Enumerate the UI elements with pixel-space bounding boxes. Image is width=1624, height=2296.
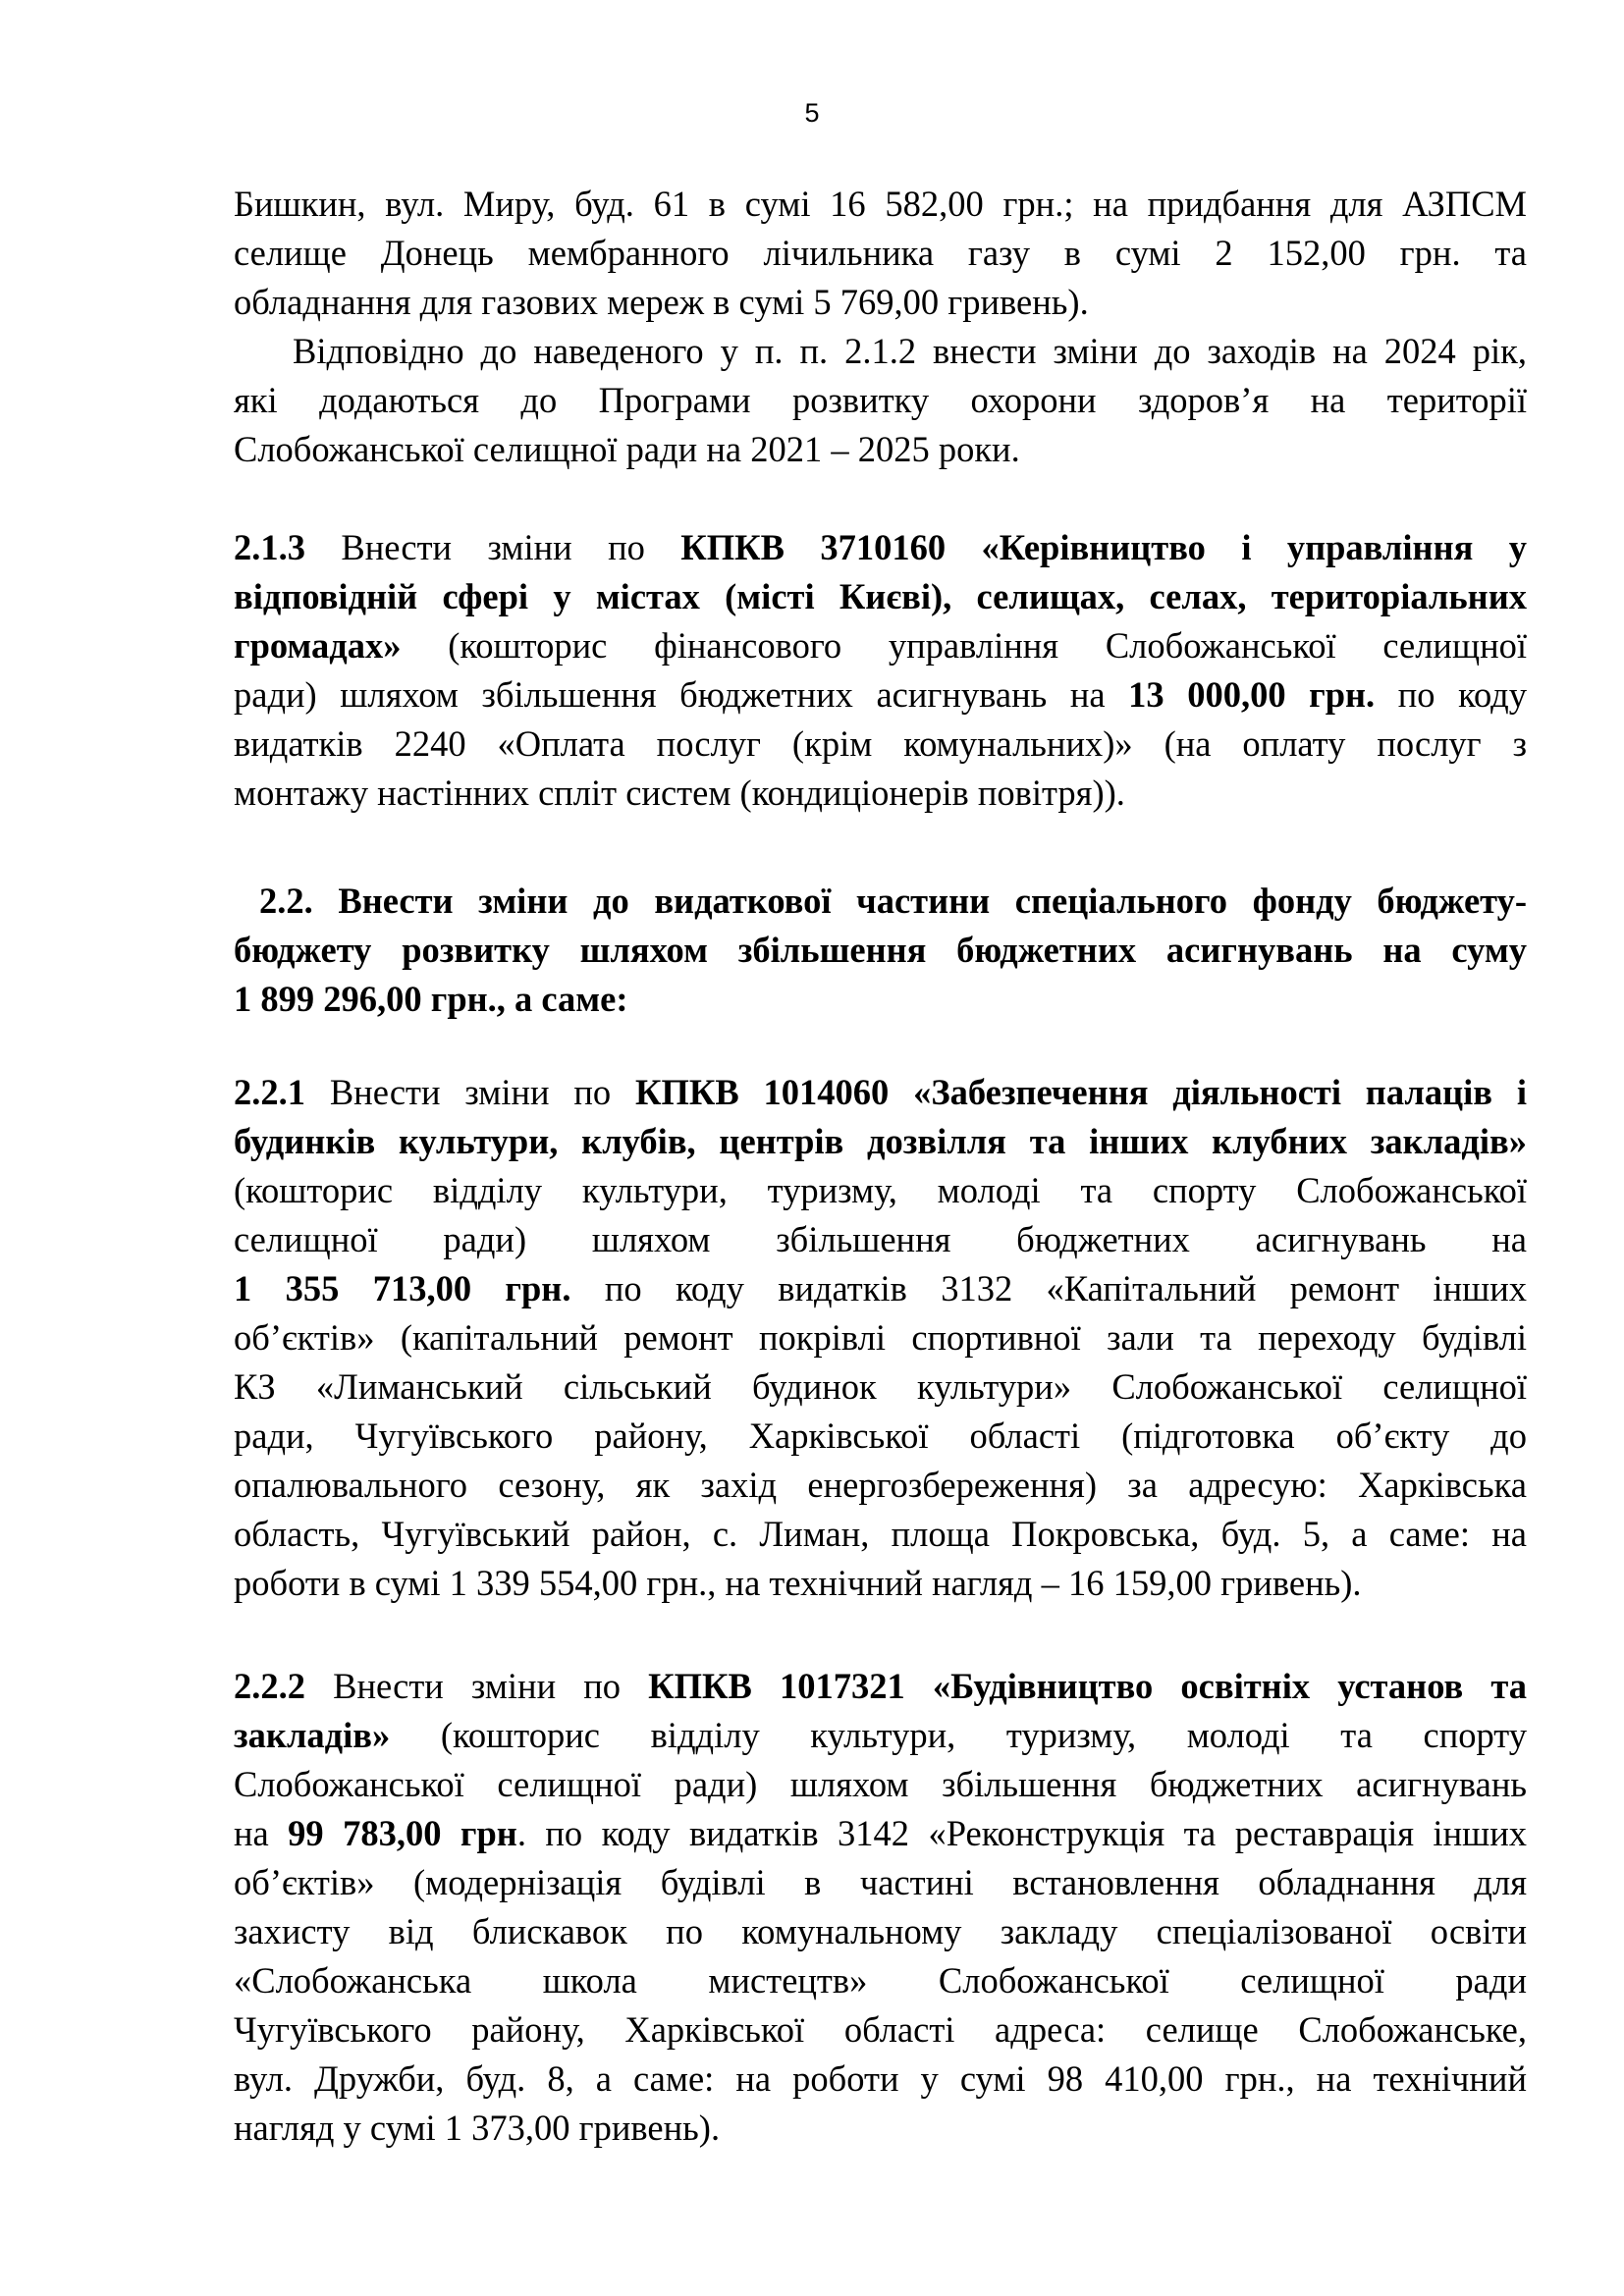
- text-line: [234, 1662, 1527, 1711]
- bold-text: КПКВ 3710160 «Керівництво і управління у: [680, 527, 1527, 567]
- text-line: [234, 670, 1527, 720]
- text-run: об’єктів» (капітальний ремонт покрівлі спортивної зали та переходу будівлі: [234, 1317, 1527, 1358]
- text-line: [234, 720, 1527, 769]
- text-line: [234, 1412, 1527, 1461]
- text-line: [234, 229, 1527, 278]
- bold-text: 99 783,00 грн: [288, 1813, 517, 1853]
- text-line: [234, 1858, 1527, 1907]
- text-run: селищної ради) шляхом збільшення бюджетних асигнувань на: [234, 1219, 1527, 1259]
- text-line: [234, 1461, 1527, 1510]
- section-2-2-heading: [234, 877, 1527, 1024]
- text-line: [234, 1068, 1527, 1117]
- text-run: які додаються до Програми розвитку охорони здоров’я на території: [234, 380, 1527, 420]
- text-run: Внести зміни по: [305, 527, 681, 567]
- bold-text: 2.1.3: [234, 527, 305, 567]
- text-run: ради) шляхом збільшення бюджетних асигнувань на: [234, 674, 1129, 715]
- text-run: Внести зміни по: [305, 1072, 636, 1112]
- bold-text: закладів»: [234, 1715, 391, 1755]
- bold-text: бюджету розвитку шляхом збільшення бюджетних асигнувань на суму: [234, 930, 1527, 970]
- text-line: [234, 2005, 1527, 2055]
- paragraph-continuation: [234, 180, 1527, 327]
- text-line: [234, 1166, 1527, 1215]
- text-line: [234, 2055, 1527, 2104]
- text-run: видатків 2240 «Оплата послуг (крім комунальних)» (на оплату послуг з: [234, 723, 1527, 764]
- text-run: по коду видатків 3132 «Капітальний ремонт інших: [570, 1268, 1527, 1308]
- text-run: ради, Чугуївського району, Харківської області (підготовка об’єкту до: [234, 1415, 1527, 1456]
- text-line: [234, 327, 1527, 376]
- text-line: [234, 180, 1527, 229]
- text-run: вул. Дружби, буд. 8, а саме: на роботи у сумі 98 410,00 грн., на технічний: [234, 2058, 1527, 2099]
- bold-text: 2.2.1: [234, 1072, 305, 1112]
- page-number: 5: [804, 98, 820, 128]
- text-run: Слобожанської селищної ради на 2021 – 2025 роки.: [234, 429, 1020, 469]
- text-line: [234, 1362, 1527, 1412]
- bold-text: громадах»: [234, 625, 402, 666]
- text-line: [234, 523, 1527, 572]
- bold-text: 2.2.2: [234, 1666, 305, 1706]
- text-run: опалювального сезону, як захід енергозбереження) за адресую: Харківська: [234, 1465, 1527, 1505]
- section-2-1-3: [234, 523, 1527, 818]
- text-run: на: [234, 1813, 289, 1853]
- section-2-2-1: [234, 1068, 1527, 1608]
- paragraph-program-changes: [234, 327, 1527, 474]
- text-line: [234, 1907, 1527, 1956]
- text-line: [234, 1215, 1527, 1264]
- text-line: [234, 1313, 1527, 1362]
- text-line: [234, 425, 1527, 474]
- text-run: Бишкин, вул. Миру, буд. 61 в сумі 16 582,00 грн.; на придбання для АЗПСМ: [234, 184, 1527, 224]
- text-run: область, Чугуївський район, с. Лиман, площа Покровська, буд. 5, а саме: на: [234, 1514, 1527, 1554]
- bold-text: відповідній сфері у містах (місті Києві), селищах, селах, територіальних: [234, 576, 1527, 616]
- bold-text: 2.2. Внести зміни до видаткової частини спеціального фонду бюджету-: [259, 881, 1527, 921]
- text-run: селище Донець мембранного лічильника газу в сумі 2 152,00 грн. та: [234, 233, 1527, 273]
- text-line: [234, 376, 1527, 425]
- text-run: (кошторис відділу культури, туризму, молоді та спорту Слобожанської: [234, 1170, 1527, 1210]
- text-run: Відповідно до наведеного у п. п. 2.1.2 внести зміни до заходів на 2024 рік,: [293, 331, 1527, 371]
- text-line: [234, 877, 1527, 926]
- bold-text: будинків культури, клубів, центрів дозвілля та інших клубних закладів»: [234, 1121, 1527, 1161]
- bold-text: КПКВ 1014060 «Забезпечення діяльності палаців і: [635, 1072, 1527, 1112]
- text-run: обладнання для газових мереж в сумі 5 769,00 гривень).: [234, 282, 1089, 322]
- text-run: (кошторис фінансового управління Слобожанської селищної: [401, 625, 1527, 666]
- text-line: [234, 1711, 1527, 1760]
- text-line: [234, 278, 1527, 327]
- text-run: КЗ «Лиманський сільський будинок культури» Слобожанської селищної: [234, 1366, 1527, 1407]
- bold-text: 1 899 296,00 грн., а саме:: [234, 979, 628, 1019]
- text-line: [234, 1117, 1527, 1166]
- bold-text: 13 000,00 грн.: [1128, 674, 1376, 715]
- text-line: [234, 1264, 1527, 1313]
- text-run: монтажу настінних спліт систем (кондиціонерів повітря)).: [234, 773, 1125, 813]
- text-run: «Слобожанська школа мистецтв» Слобожанської селищної ради: [234, 1960, 1527, 2001]
- text-run: нагляд у сумі 1 373,00 гривень).: [234, 2108, 721, 2148]
- text-line: [234, 769, 1527, 818]
- text-line: [234, 2104, 1527, 2153]
- text-run: . по коду видатків 3142 «Реконструкція та реставрація інших: [516, 1813, 1527, 1853]
- text-run: Внести зміни по: [305, 1666, 649, 1706]
- text-line: [234, 1510, 1527, 1559]
- text-run: об’єктів» (модернізація будівлі в частині встановлення обладнання для: [234, 1862, 1527, 1902]
- text-line: [234, 1956, 1527, 2005]
- text-line: [234, 1809, 1527, 1858]
- section-2-2-2: [234, 1662, 1527, 2153]
- text-line: [234, 1760, 1527, 1809]
- bold-text: КПКВ 1017321 «Будівництво освітніх установ та: [648, 1666, 1527, 1706]
- text-run: роботи в сумі 1 339 554,00 грн., на технічний нагляд – 16 159,00 гривень).: [234, 1563, 1362, 1603]
- text-line: [234, 926, 1527, 975]
- text-run: захисту від блискавок по комунальному закладу спеціалізованої освіти: [234, 1911, 1527, 1951]
- text-run: по коду: [1375, 674, 1527, 715]
- text-line: [234, 621, 1527, 670]
- text-run: Чугуївського району, Харківської області адреса: селище Слобожанське,: [234, 2009, 1527, 2050]
- text-run: Слобожанської селищної ради) шляхом збільшення бюджетних асигнувань: [234, 1764, 1527, 1804]
- text-line: [234, 572, 1527, 621]
- text-line: [234, 1559, 1527, 1608]
- text-run: (кошторис відділу культури, туризму, молоді та спорту: [390, 1715, 1527, 1755]
- bold-text: 1 355 713,00 грн.: [234, 1268, 571, 1308]
- text-line: [234, 975, 1527, 1024]
